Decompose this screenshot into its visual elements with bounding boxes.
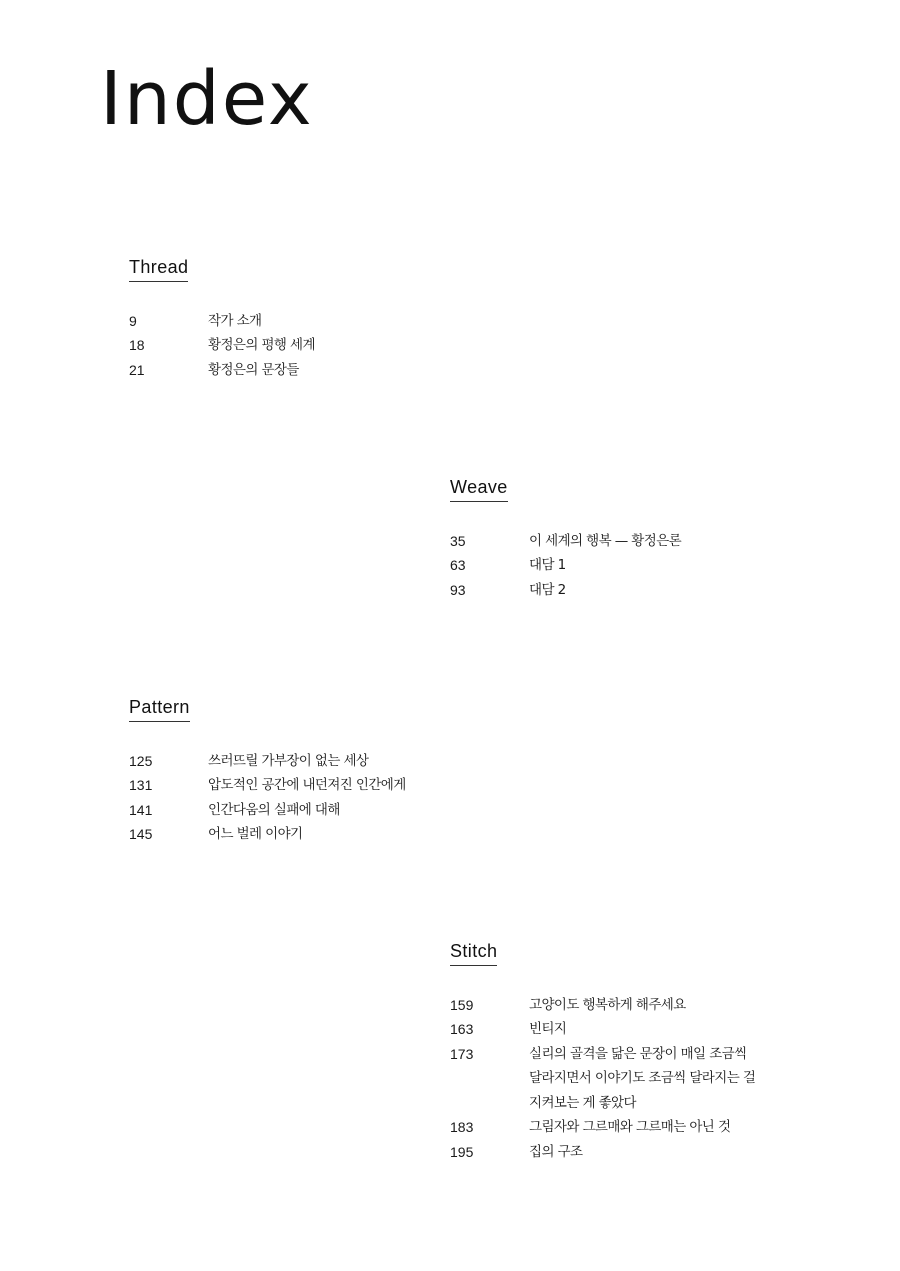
index-entry[interactable]: [450, 553, 681, 578]
index-entry[interactable]: [450, 1140, 755, 1165]
entry-list: [450, 529, 681, 603]
entry-page-number: 195: [450, 1143, 474, 1160]
section-heading: Weave: [450, 478, 508, 502]
section-heading: Stitch: [450, 942, 497, 966]
index-entry[interactable]: [129, 309, 315, 334]
entry-list: [450, 993, 755, 1165]
entry-title: 작가 소개: [208, 312, 262, 329]
index-entry[interactable]: [129, 773, 406, 798]
entry-page-number: 145: [129, 826, 153, 843]
entry-title: 집의 구조: [529, 1143, 583, 1160]
index-entry[interactable]: [450, 578, 681, 603]
entry-title: 압도적인 공간에 내던져진 인간에게: [208, 777, 406, 794]
entry-title: 어느 벌레 이야기: [208, 826, 303, 843]
entry-page-number: 21: [129, 361, 145, 378]
entry-title-continuation: 지켜보는 게 좋았다: [529, 1094, 636, 1111]
section-heading: Thread: [129, 258, 188, 282]
entry-title-continuation: 달라지면서 이야기도 조금씩 달라지는 걸: [529, 1070, 756, 1087]
index-entry[interactable]: [129, 749, 406, 774]
entry-page-number: 125: [129, 752, 153, 769]
entry-page-number: 131: [129, 777, 153, 794]
entry-title: 고양이도 행복하게 해주세요: [529, 996, 686, 1013]
entry-page-number: 9: [129, 312, 137, 329]
entry-title: 대담 2: [529, 581, 566, 598]
entry-page-number: 183: [450, 1119, 474, 1136]
entry-title: 그림자와 그르매와 그르매는 아닌 것: [529, 1119, 731, 1136]
entry-page-number: 18: [129, 337, 145, 354]
index-entry[interactable]: [450, 1017, 755, 1042]
entry-title: 실리의 골격을 닮은 문장이 매일 조금씩: [529, 1045, 747, 1062]
page-title: Index: [100, 56, 314, 142]
index-entry[interactable]: [129, 358, 315, 383]
entry-title: 황정은의 평행 세계: [208, 337, 315, 354]
entry-list: [129, 309, 315, 383]
index-entry[interactable]: [450, 1042, 755, 1116]
index-entry[interactable]: [129, 822, 406, 847]
entry-page-number: 63: [450, 557, 466, 574]
entry-page-number: 93: [450, 581, 466, 598]
entry-page-number: 173: [450, 1045, 474, 1062]
index-entry[interactable]: [450, 529, 681, 554]
section-weave: [450, 478, 681, 602]
section-pattern: [129, 698, 406, 847]
entry-title: 이 세계의 행복 — 황정은론: [529, 532, 682, 549]
entry-list: [129, 749, 406, 847]
entry-page-number: 141: [129, 801, 153, 818]
entry-title: 쓰러뜨릴 가부장이 없는 세상: [208, 752, 369, 769]
entry-title: 인간다움의 실패에 대해: [208, 801, 340, 818]
entry-page-number: 163: [450, 1021, 474, 1038]
index-entry[interactable]: [129, 798, 406, 823]
index-entry[interactable]: [450, 993, 755, 1018]
section-stitch: [450, 942, 755, 1164]
index-entry[interactable]: [129, 333, 315, 358]
entry-title: 황정은의 문장들: [208, 361, 299, 378]
index-entry[interactable]: [450, 1115, 755, 1140]
entry-title: 대담 1: [529, 557, 566, 574]
section-thread: [129, 258, 315, 382]
entry-title: 빈티지: [529, 1021, 567, 1038]
entry-page-number: 35: [450, 532, 466, 549]
section-heading: Pattern: [129, 698, 190, 722]
entry-page-number: 159: [450, 996, 474, 1013]
